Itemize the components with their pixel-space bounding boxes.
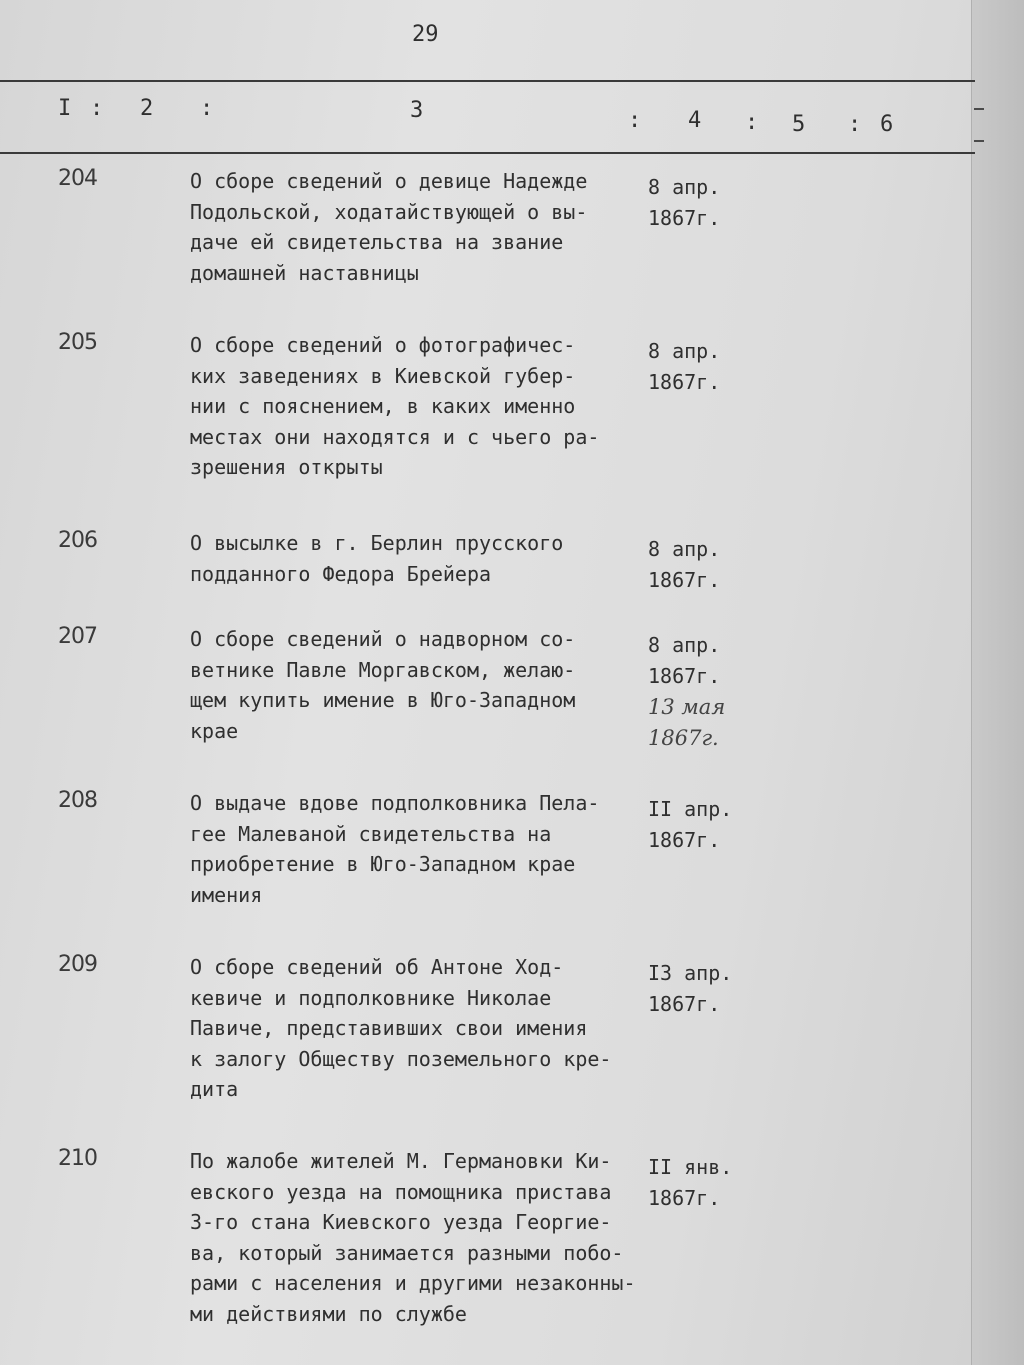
page-number: 29 bbox=[412, 22, 439, 47]
entry-description: О высылке в г. Берлин прусского подданного Федора Брейера bbox=[190, 531, 564, 586]
entry-date: II янв. 1867г. bbox=[648, 1155, 733, 1210]
entry-date: 8 апр. 1867г. bbox=[648, 633, 721, 688]
header-rule-bottom bbox=[0, 152, 975, 154]
margin-mark bbox=[974, 140, 984, 142]
entry-number: 205 bbox=[58, 330, 97, 355]
column-header-1: I bbox=[58, 96, 72, 121]
entry-date-handwritten bbox=[648, 692, 725, 754]
entry-number: 208 bbox=[58, 788, 97, 813]
entry-number: 209 bbox=[58, 952, 97, 977]
page-edge bbox=[971, 0, 1024, 1365]
column-header-3: 3 bbox=[410, 98, 424, 123]
header-rule-top bbox=[0, 80, 975, 82]
column-separator: : bbox=[628, 108, 642, 133]
column-header-5: 5 bbox=[792, 112, 806, 137]
column-separator: : bbox=[200, 96, 214, 121]
entry-number: 210 bbox=[58, 1146, 97, 1171]
margin-mark bbox=[974, 108, 984, 110]
entry-number: 206 bbox=[58, 528, 97, 553]
column-separator: : bbox=[848, 112, 862, 137]
entry-number: 207 bbox=[58, 624, 97, 649]
column-header-6: 6 bbox=[880, 112, 894, 137]
column-header-2: 2 bbox=[140, 96, 154, 121]
entry-number: 204 bbox=[58, 166, 97, 191]
entry-date: 8 апр. 1867г. bbox=[648, 339, 721, 394]
entry-date: I3 апр. 1867г. bbox=[648, 961, 733, 1016]
entry-description: О сборе сведений о надворном со- ветнике Павле Моргавском, желаю- щем купить имение в Юго-Западном крае bbox=[190, 627, 576, 743]
handwritten-date: 13 мая 1867г. bbox=[648, 695, 726, 750]
column-separator: : bbox=[90, 96, 104, 121]
entry-description: О выдаче вдове подполковника Пела- гее Малеваной свидетельства на приобретение в Юго-Западном крае имения bbox=[190, 791, 600, 907]
column-separator: : bbox=[745, 110, 759, 135]
entry-date: 8 апр. 1867г. bbox=[648, 175, 721, 230]
column-header-4: 4 bbox=[688, 108, 702, 133]
entry-description: О сборе сведений об Антоне Ход- кевиче и подполковнике Николае Павиче, представивших свои имения к залогу Обществу поземельного кре- дита bbox=[190, 955, 612, 1101]
column-header-row bbox=[0, 92, 975, 148]
entry-description: По жалобе жителей М. Германовки Ки- евского уезда на помощника пристава 3-го стана Киевского уезда Георгие- ва, который занимается разными побо- рами с населения и другими незаконны- ми действиями по службе bbox=[190, 1149, 636, 1326]
entry-description: О сборе сведений о девице Надежде Подольской, ходатайствующей о вы- даче ей свидетельства на звание домашней наставницы bbox=[190, 169, 588, 285]
entry-date: 8 апр. 1867г. bbox=[648, 537, 721, 592]
entry-date: II апр. 1867г. bbox=[648, 797, 733, 852]
entry-description: О сборе сведений о фотографичес- ких заведениях в Киевской губер- нии с пояснением, в каких именно местах они находятся и с чьего ра- зрешения открыты bbox=[190, 333, 600, 479]
